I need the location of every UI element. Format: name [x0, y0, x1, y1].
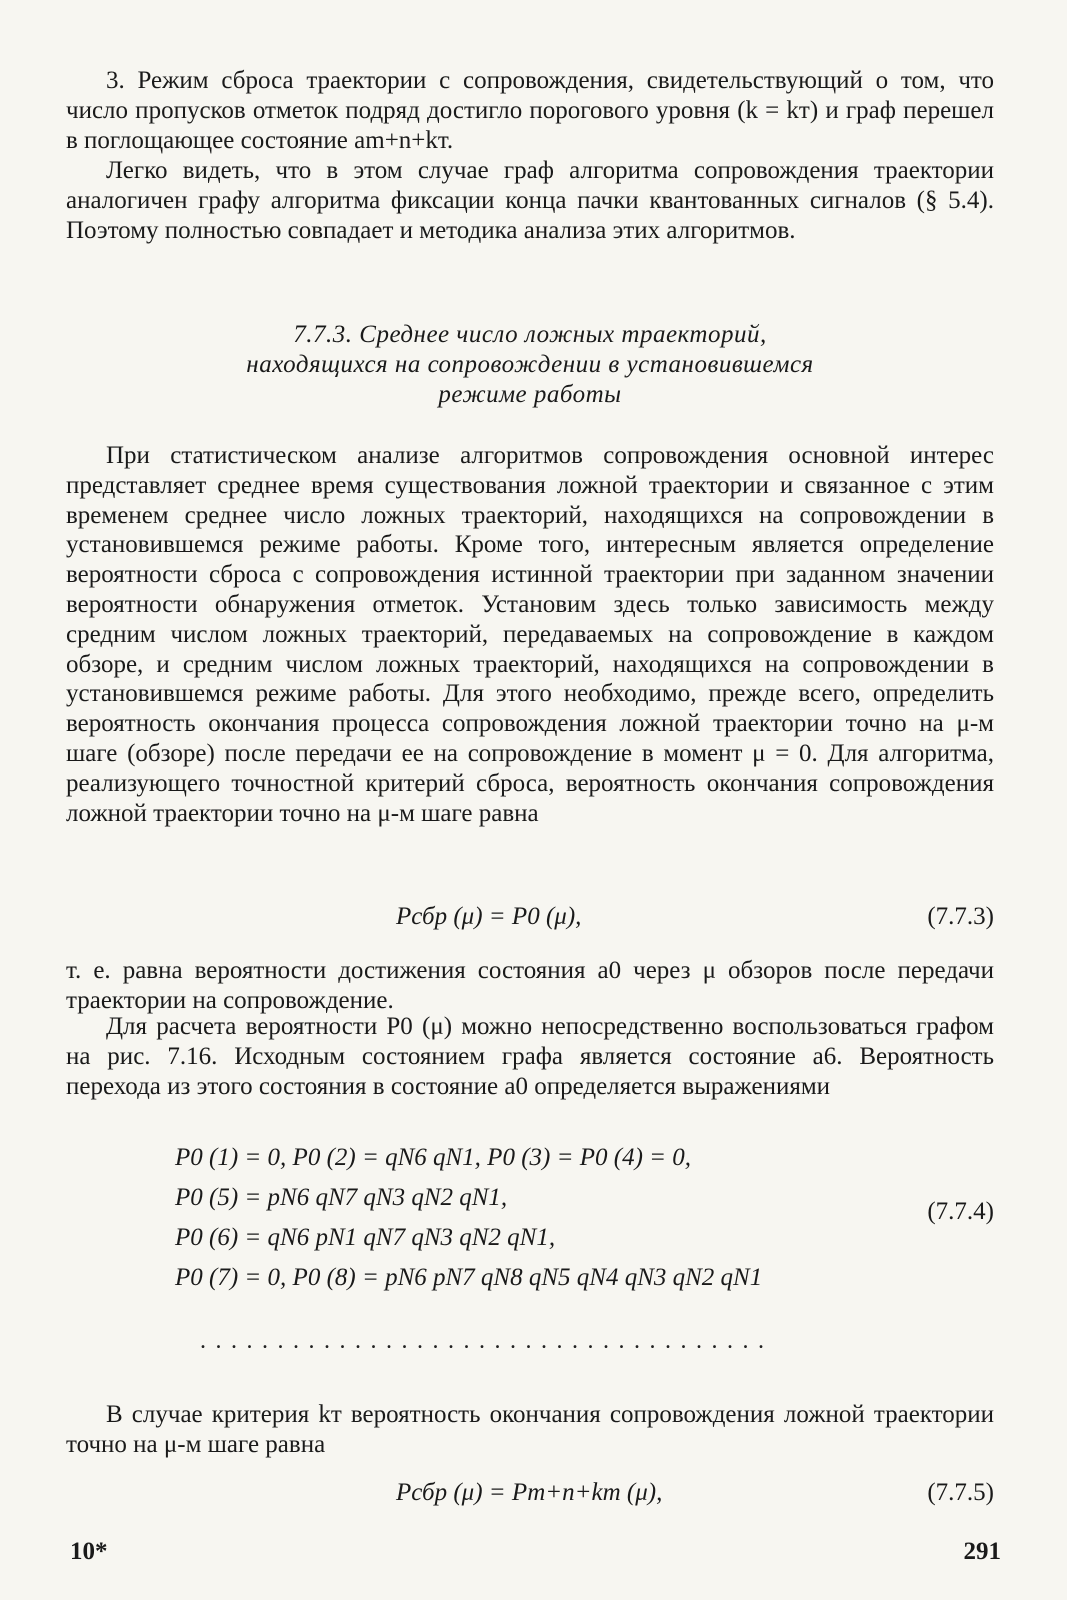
equation-formula: Pсбр (μ) = P0 (μ), [396, 903, 582, 930]
heading-line-1: 7.7.3. Среднее число ложных траекторий, [293, 321, 767, 348]
paragraph-text: 3. Режим сброса траектории с сопровождения, свидетельствующий о том, что число пропусков отметок подряд достигло порогового уровня (k = kт) и граф перешел в поглощающее состояние am+n+kт. [66, 67, 994, 154]
ellipsis-row: ..................................... [200, 1328, 774, 1354]
equation-line: P0 (1) = 0, P0 (2) = qN6 qN1, P0 (3) = P0 (4) = 0, [175, 1144, 692, 1171]
page-number: 291 [963, 1538, 1001, 1565]
paragraph-graph-analogy [66, 156, 994, 245]
equation-line: P0 (6) = qN6 pN1 qN7 qN3 qN2 qN1, [175, 1224, 556, 1251]
paragraph-text: Для расчета вероятности P0 (μ) можно непосредственно воспользоваться графом на рис. 7.16. Исходным состоянием графа является состояние a6. Вероятность перехода из этого состояния в состояние a0 определяется выражениями [66, 1013, 994, 1100]
paragraph-text: В случае критерия kт вероятность окончания сопровождения ложной траектории точно на μ-м шаге равна [66, 1401, 994, 1458]
paragraph-statistical-analysis [66, 441, 994, 828]
heading-line-3: режиме работы [438, 381, 622, 408]
equation-line: P0 (5) = pN6 qN7 qN3 qN2 qN1, [175, 1184, 508, 1211]
paragraph-probability-calc [66, 1012, 994, 1101]
signature-mark: 10* [70, 1538, 108, 1565]
equation-number: (7.7.5) [927, 1479, 994, 1506]
paragraph-text: Легко видеть, что в этом случае граф алгоритма сопровождения траектории аналогичен графу алгоритма фиксации конца пачки квантованных сигналов (§ 5.4). Поэтому полностью совпадает и методика анализа этих алгоритмов. [66, 157, 994, 244]
equation-number: (7.7.4) [927, 1198, 994, 1225]
paragraph-item-3 [66, 66, 994, 155]
section-heading [66, 320, 994, 410]
equation-formula: Pсбр (μ) = Pm+n+kт (μ), [396, 1479, 663, 1506]
heading-line-2: находящихся на сопровождении в установившемся [246, 351, 814, 378]
equation-number: (7.7.3) [927, 903, 994, 930]
equation-line: P0 (7) = 0, P0 (8) = pN6 pN7 qN8 qN5 qN4 qN3 qN2 qN1 [175, 1264, 763, 1291]
equation-system-7-7-4 [175, 1138, 995, 1298]
paragraph-state-a0 [66, 956, 994, 1016]
paragraph-text: т. е. равна вероятности достижения состояния a0 через μ обзоров после передачи траектории на сопровождение. [66, 957, 994, 1014]
paragraph-kt-criterion [66, 1400, 994, 1460]
paragraph-text: При статистическом анализе алгоритмов сопровождения основной интерес представляет среднее время существования ложной траектории и связанное с этим временем среднее число ложных траекторий, находящихся на сопровождении в установившемся режиме работы. Кроме того, интересным является определение вероятности сброса с сопровождения истинной траектории при заданном значении вероятности обнаружения отметок. Установим здесь только зависимость между средним числом ложных траекторий, передаваемых на сопровождение в каждом обзоре, и средним числом ложных траекторий, находящихся на сопровождении в установившемся режиме работы. Для этого необходимо, прежде всего, определить вероятность окончания процесса сопровождения ложной траектории точно на μ-м шаге (обзоре) после передачи ее на сопровождение в момент μ = 0. Для алгоритма, реализующего точностной критерий сброса, вероятность окончания сопровождения ложной траектории точно на μ-м шаге равна [66, 442, 994, 827]
